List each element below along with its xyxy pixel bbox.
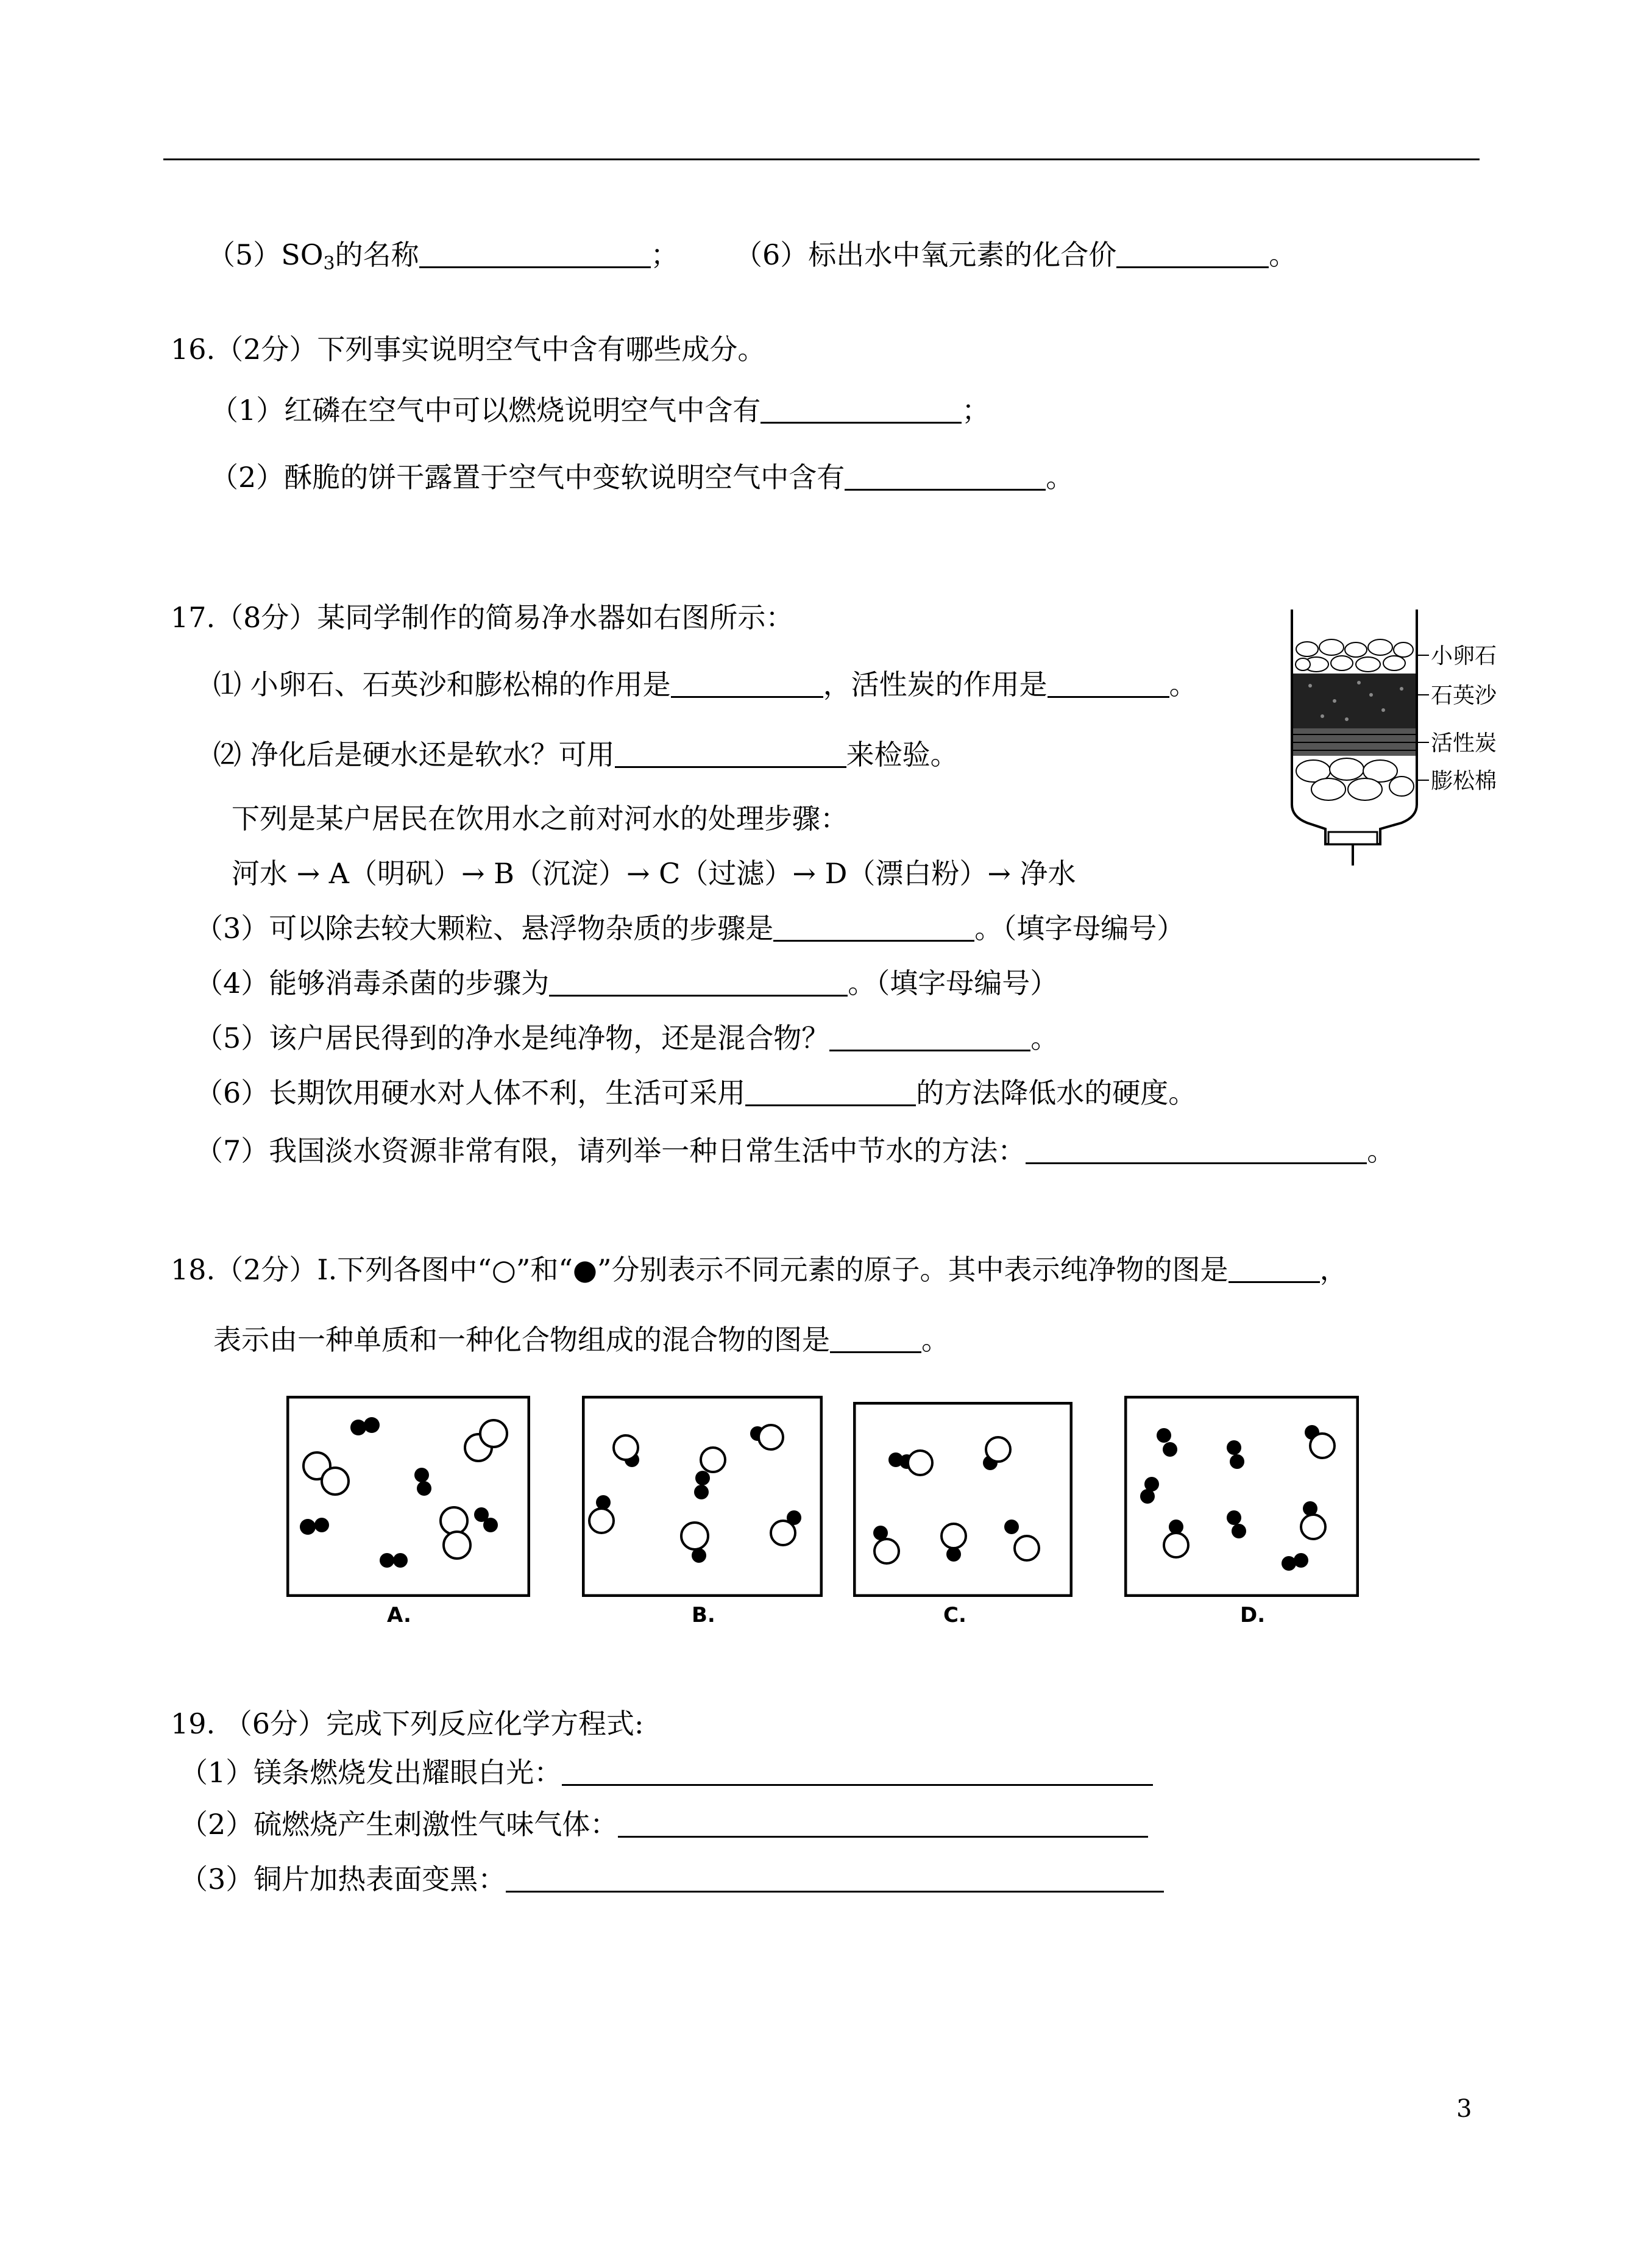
- molecule-box-d: [1124, 1396, 1359, 1597]
- answer-blank[interactable]: [618, 1809, 1148, 1838]
- label-cotton: 膨松棉: [1431, 769, 1497, 794]
- pebbles-layer: [1296, 639, 1413, 672]
- q19-part2: （2）硫燃烧产生刺激性气味气体：: [180, 1807, 1148, 1841]
- answer-blank[interactable]: [829, 1023, 1030, 1051]
- answer-blank[interactable]: [1228, 1254, 1320, 1283]
- answer-blank[interactable]: [549, 968, 848, 997]
- q15-part6: （6）标出水中氧元素的化合价 。: [734, 238, 1297, 271]
- q18-line1: 18.（2分）I.下列各图中“○”和“●”分别表示不同元素的原子。其中表示纯净物的图是 ，: [171, 1253, 1348, 1286]
- answer-blank[interactable]: [760, 395, 962, 424]
- q17-part7: （7）我国淡水资源非常有限，请列举一种日常生活中节水的方法： 。: [195, 1134, 1395, 1167]
- answer-blank[interactable]: [830, 1324, 921, 1353]
- q16-part1: （1）红磷在空气中可以燃烧说明空气中含有 ；: [210, 394, 990, 427]
- answer-blank[interactable]: [419, 240, 651, 268]
- q17-part1: ⑴ 小卵石、石英沙和膨松棉的作用是 ，活性炭的作用是 。: [213, 668, 1197, 701]
- answer-blank[interactable]: [1026, 1136, 1367, 1164]
- q18-line2: 表示由一种单质和一种化合物组成的混合物的图是 。: [213, 1323, 949, 1356]
- answer-blank[interactable]: [506, 1864, 1164, 1893]
- q17-part6: （6）长期饮用硬水对人体不利，生活可采用 的方法降低水的硬度。: [195, 1076, 1197, 1109]
- answer-blank[interactable]: [615, 739, 846, 768]
- q19-part1: （1）镁条燃烧发出耀眼白光：: [180, 1755, 1153, 1790]
- q16-part2: （2）酥脆的饼干露置于空气中变软说明空气中含有 。: [210, 461, 1074, 494]
- q17-intro: 下列是某户居民在饮用水之前对河水的处理步骤：: [232, 802, 848, 835]
- q19-part3: （3）铜片加热表面变黑：: [180, 1862, 1164, 1896]
- answer-blank[interactable]: [745, 1078, 916, 1106]
- q19-title: 19. （6分）完成下列反应化学方程式:: [171, 1707, 644, 1740]
- label-activated-carbon: 活性炭: [1431, 731, 1497, 756]
- cotton-layer: [1296, 758, 1414, 800]
- label-pebbles: 小卵石: [1431, 644, 1497, 669]
- header-rule: [163, 158, 1480, 160]
- molecule-box-c: [853, 1402, 1072, 1597]
- answer-blank[interactable]: [845, 462, 1046, 491]
- answer-blank[interactable]: [773, 913, 974, 942]
- box-label-b: B.: [692, 1603, 715, 1627]
- answer-blank[interactable]: [562, 1757, 1153, 1786]
- q17-part5: （5）该户居民得到的净水是纯净物，还是混合物？ 。: [195, 1022, 1059, 1054]
- quartz-sand-layer: [1293, 674, 1416, 728]
- q15-part5: $(5)SO_3$的名称 ；: [207, 238, 679, 274]
- box-label-a: A.: [387, 1603, 411, 1627]
- molecule-box-a: [286, 1396, 530, 1597]
- q16-title: 16.（2分）下列事实说明空气中含有哪些成分。: [171, 333, 766, 366]
- molecule-box-b: [582, 1396, 823, 1597]
- label-quartz-sand: 石英沙: [1431, 683, 1497, 708]
- box-label-c: C.: [943, 1603, 966, 1627]
- q17-part2: ⑵ 净化后是硬水还是软水？可用 来检验。: [213, 738, 959, 771]
- q17-title: 17.（8分）某同学制作的简易净水器如右图所示：: [171, 601, 794, 634]
- page-number: 3: [1456, 2095, 1472, 2123]
- answer-blank[interactable]: [1116, 240, 1269, 268]
- q17-part3: （3）可以除去较大颗粒、悬浮物杂质的步骤是 。（填字母编号）: [195, 912, 1185, 945]
- answer-blank[interactable]: [671, 669, 823, 698]
- q17-steps: 河水 → A（明矾）→ B（沉淀）→ C（过滤）→ D（漂白粉）→ 净水: [232, 857, 1076, 890]
- outlet: [1328, 832, 1377, 844]
- box-label-d: D.: [1240, 1603, 1266, 1627]
- q17-part4: （4）能够消毒杀菌的步骤为 。（填字母编号）: [195, 967, 1058, 1000]
- water-purifier-diagram: [1280, 603, 1536, 872]
- answer-blank[interactable]: [1048, 669, 1169, 698]
